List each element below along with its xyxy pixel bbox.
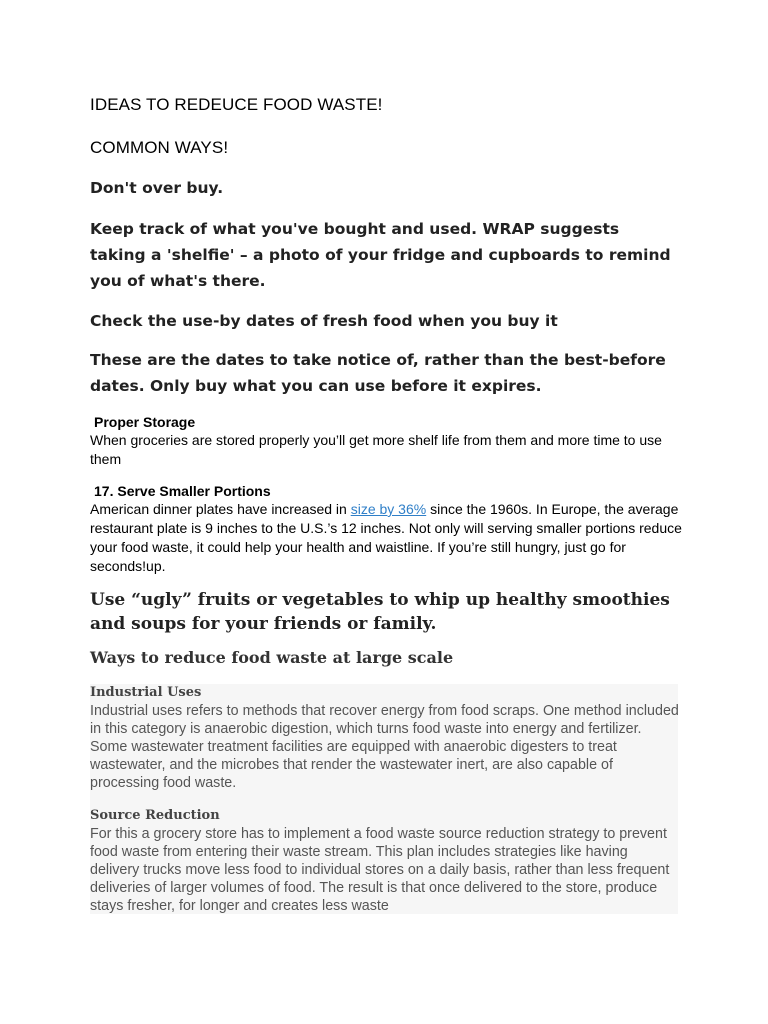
source-reduction-paragraph: For this a grocery store has to implement a food waste source reduction strategy to prevent food waste from entering their waste stream. This plan includes strategies like having delivery trucks move less food to individual stores on a daily basis, rather than less frequent deliveries of larger volumes of food. The result is that once delivered to the store, produce stays fresher, for longer and creates less waste [90,826,670,914]
document-title: IDEAS TO REDEUCE FOOD WASTE! [90,95,383,114]
tip-check-dates: Check the use-by dates of fresh food when you buy it [90,312,558,330]
tip-keep-track: Keep track of what you've bought and used. WRAP suggests taking a 'shelfie' – a photo of your fridge and cupboards to remind you of what's there. [90,220,671,290]
tip-dont-overbuy: Don't over buy. [90,179,224,197]
size-by-36-link[interactable]: size by 36% [350,501,427,517]
industrial-uses-paragraph: Industrial uses refers to methods that recover energy from food scraps. One method included in this category is anaerobic digestion, which turns food waste into energy and fertilizer. Some wastewater treatment facilities are equipped with anaerobic digesters to treat wastewater, and the microbes that render the wastewater inert, are also capable of processing food waste. [90,703,679,791]
portions-paragraph [90,500,682,576]
section-subtitle: COMMON WAYS! [90,138,229,157]
portions-heading: 17. Serve Smaller Portions [94,483,271,499]
portions-text-after: since the 1960s. In Europe, the average restaurant plate is 9 inches to the U.S.’s 12 inches. Not only will serving smaller portions reduce your food waste, it could help your health and waistline. If you’re still hungry, just go for seconds!up. [90,501,682,574]
tip-best-before: These are the dates to take notice of, rather than the best-before dates. Only buy what you can use before it expires. [90,351,666,395]
large-scale-heading: Ways to reduce food waste at large scale [90,648,454,667]
industrial-uses-heading: Industrial Uses [90,685,202,700]
storage-heading: Proper Storage [94,414,196,430]
source-reduction-heading: Source Reduction [90,808,220,823]
storage-paragraph: When groceries are stored properly you’ll get more shelf life from them and more time to use them [90,432,662,467]
large-scale-section [90,684,678,914]
portions-text-before: American dinner plates have increased in [90,501,351,517]
ugly-produce-tip: Use “ugly” fruits or vegetables to whip up healthy smoothies and soups for your friends or family. [90,590,670,634]
